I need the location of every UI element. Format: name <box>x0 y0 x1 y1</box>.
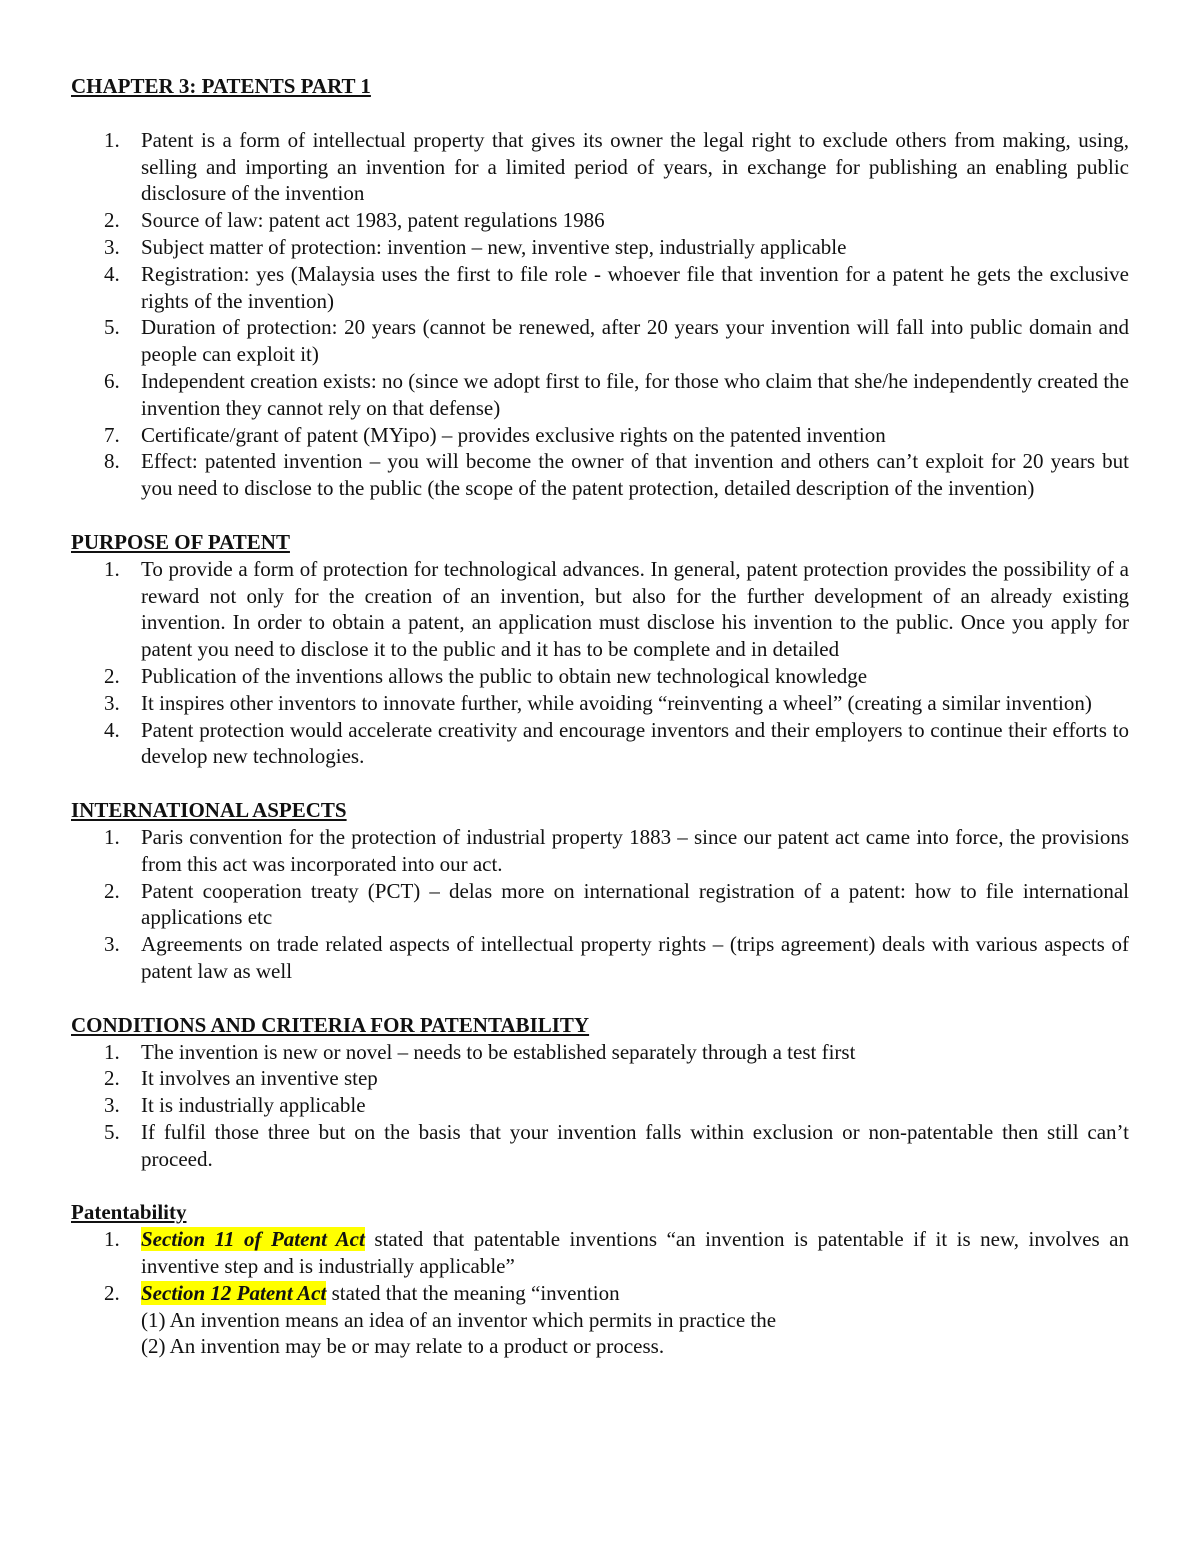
list-item <box>71 1226 1129 1280</box>
document-body <box>71 73 1129 1360</box>
purpose-heading: PURPOSE OF PATENT <box>71 529 290 554</box>
list-item <box>71 717 1129 771</box>
list-item <box>71 261 1129 315</box>
chapter-title: CHAPTER 3: PATENTS PART 1 <box>71 74 371 98</box>
section-11-highlight: Section 11 of Patent Act <box>141 1227 365 1252</box>
list-item-text: Patent cooperation treaty (PCT) – delas more on international registration of a patent: how to file international applications etc <box>141 878 1129 930</box>
conditions-list <box>71 1039 1129 1173</box>
list-number: 8. <box>104 449 120 474</box>
sub-clause-2: (2) An invention may be or may relate to a product or process. <box>141 1334 665 1359</box>
purpose-section <box>71 529 1129 770</box>
list-number: 1. <box>104 556 120 581</box>
list-number: 4. <box>104 261 120 286</box>
list-item-text: It inspires other inventors to innovate further, while avoiding “reinventing a wheel” (creating a similar invention) <box>141 690 1092 715</box>
list-item-text: Patent is a form of intellectual property that gives its owner the legal right to exclude others from making, using, selling and importing an invention for a limited period of years, in exchange for publishing an enabling public disclosure of the invention <box>141 127 1129 206</box>
list-item-text: Paris convention for the protection of industrial property 1883 – since our patent act came into force, the provisions from this act was incorporated into our act. <box>141 824 1129 876</box>
list-item <box>71 314 1129 368</box>
list-item-text: Patent protection would accelerate creativity and encourage inventors and their employers to continue their efforts to develop new technologies. <box>141 717 1129 769</box>
list-item <box>71 127 1129 207</box>
list-item-text: stated that the meaning “invention <box>326 1280 620 1305</box>
list-item <box>71 931 1129 985</box>
patentability-list <box>71 1226 1129 1360</box>
list-number: 4. <box>104 717 120 742</box>
list-item <box>71 690 1129 717</box>
list-item-text: It is industrially applicable <box>141 1093 366 1118</box>
list-number: 2. <box>104 878 120 903</box>
list-item-text: Subject matter of protection: invention – new, inventive step, industrially applicable <box>141 234 847 259</box>
patentability-heading: Patentability <box>71 1200 187 1225</box>
list-item <box>71 448 1129 502</box>
list-item <box>71 422 1129 449</box>
list-item <box>71 1092 1129 1119</box>
list-number: 1. <box>104 1039 120 1064</box>
list-number: 2. <box>104 1066 120 1091</box>
list-item-text: Source of law: patent act 1983, patent regulations 1986 <box>141 208 605 233</box>
list-item-text: Independent creation exists: no (since we adopt first to file, for those who claim that she/he independently created the invention they cannot rely on that defense) <box>141 368 1129 420</box>
list-item <box>71 824 1129 878</box>
list-number: 3. <box>104 234 120 259</box>
list-number: 6. <box>104 368 120 393</box>
purpose-list <box>71 556 1129 770</box>
list-item <box>71 1280 1129 1360</box>
list-number: 5. <box>104 1119 120 1144</box>
list-item-text: The invention is new or novel – needs to be established separately through a test first <box>141 1039 856 1064</box>
list-item-text: To provide a form of protection for technological advances. In general, patent protection provides the possibility of a reward not only for the creation of an invention, but also for the further development of an already existing invention. In order to obtain a patent, an application must disclose his invention to the public. Once you apply for patent you need to disclose it to the public and it has to be complete and in detailed <box>141 556 1129 662</box>
list-item-text: If fulfil those three but on the basis that your invention falls within exclusion or non-patentable then still can’t proceed. <box>141 1119 1129 1171</box>
list-number: 5. <box>104 315 120 340</box>
conditions-heading: CONDITIONS AND CRITERIA FOR PATENTABILITY <box>71 1012 590 1037</box>
list-item-text: Effect: patented invention – you will become the owner of that invention and others can’t exploit for 20 years but you need to disclose to the public (the scope of the patent protection, detailed description of the invention) <box>141 449 1129 501</box>
list-number: 3. <box>104 932 120 957</box>
list-item <box>71 234 1129 261</box>
conditions-section <box>71 1012 1129 1173</box>
list-item <box>71 368 1129 422</box>
list-number: 2. <box>104 663 120 688</box>
list-item-text: It involves an inventive step <box>141 1066 378 1091</box>
list-item <box>71 207 1129 234</box>
list-number: 2. <box>104 1280 120 1305</box>
list-number: 1. <box>104 127 120 152</box>
list-item-text: Registration: yes (Malaysia uses the first to file role - whoever file that invention for a patent he gets the exclusive rights of the invention) <box>141 261 1129 313</box>
sub-clause-1: (1) An invention means an idea of an inventor which permits in practice the <box>141 1307 777 1332</box>
list-number: 3. <box>104 1093 120 1118</box>
list-number: 1. <box>104 1227 120 1252</box>
list-number: 3. <box>104 690 120 715</box>
section-12-highlight: Section 12 Patent Act <box>141 1280 327 1305</box>
list-item <box>71 1065 1129 1092</box>
patentability-section <box>71 1199 1129 1360</box>
list-item <box>71 878 1129 932</box>
international-heading: INTERNATIONAL ASPECTS <box>71 798 347 823</box>
list-item-text: Certificate/grant of patent (MYipo) – provides exclusive rights on the patented invention <box>141 422 886 447</box>
list-item-text: stated that patentable inventions “an invention is patentable if it is new, involves an inventive step and is industrially applicable” <box>141 1227 1129 1279</box>
list-number: 7. <box>104 422 120 447</box>
list-number: 2. <box>104 208 120 233</box>
list-number: 1. <box>104 824 120 849</box>
list-item-text: Duration of protection: 20 years (cannot be renewed, after 20 years your invention will fall into public domain and people can exploit it) <box>141 315 1129 367</box>
international-section <box>71 797 1129 985</box>
list-item-text: Agreements on trade related aspects of intellectual property rights – (trips agreement) deals with various aspects of patent law as well <box>141 932 1129 983</box>
list-item <box>71 663 1129 690</box>
list-item <box>71 1039 1129 1066</box>
intro-list <box>71 127 1129 502</box>
international-list <box>71 824 1129 985</box>
list-item <box>71 556 1129 663</box>
chapter-section <box>71 73 1129 502</box>
list-item-text: Publication of the inventions allows the public to obtain new technological knowledge <box>141 663 868 688</box>
list-item <box>71 1119 1129 1173</box>
